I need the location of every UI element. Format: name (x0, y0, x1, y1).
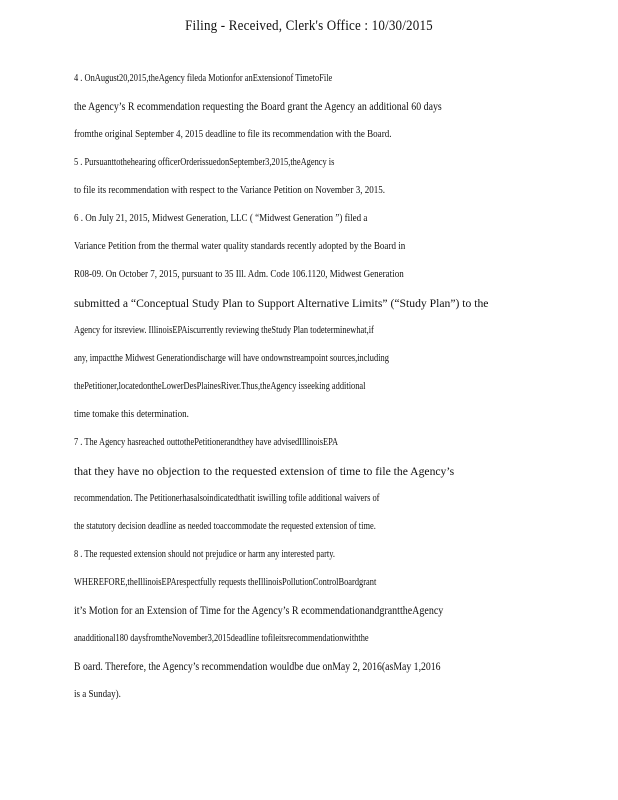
filing-header: Filing - Received, Clerk's Office : 10/30/2015 (185, 18, 433, 34)
para-7-line-3: recommendation. The Petitionerhasalsoindicatedthatit iswilling tofile additional waivers of (74, 493, 380, 504)
para-6-line-3: R08-09. On October 7, 2015, pursuant to 35 Ill. Adm. Code 106.1120, Midwest Generation (74, 269, 404, 280)
para-6-line-5: Agency for itsreview. IllinoisEPAiscurrently reviewing theStudy Plan todeterminewhat,if (74, 325, 374, 336)
para-4-line-2: the Agency’s R ecommendation requesting the Board grant the Agency an additional 60 days (74, 101, 442, 113)
para-7-line-2: that they have no objection to the requested extension of time to file the Agency’s (74, 464, 455, 478)
wherefore-line-3: anadditional180 daysfromtheNovember3,2015deadline tofileitsrecommendationwiththe (74, 633, 369, 644)
wherefore-line-2: it’s Motion for an Extension of Time for the Agency’s R ecommendationandgranttheAgency (74, 605, 444, 617)
para-7-line-1: 7 . The Agency hasreached outtothePetitionerandthey have advisedIllinoisEPA (74, 437, 339, 448)
para-6-line-2: Variance Petition from the thermal water quality standards recently adopted by the Board in (74, 241, 406, 252)
para-4-line-1: 4 . OnAugust20,2015,theAgency fileda Motionfor anExtensionof TimetoFile (74, 73, 333, 84)
para-5-line-1: 5 . Pursuanttothehearing officerOrderissuedonSeptember3,2015,theAgency is (74, 157, 335, 168)
para-6-line-1: 6 . On July 21, 2015, Midwest Generation, LLC ( “Midwest Generation ”) filed a (74, 213, 368, 224)
wherefore-line-4: B oard. Therefore, the Agency’s recommendation wouldbe due onMay 2, 2016(asMay 1,2016 (74, 661, 441, 673)
wherefore-line-1: WHEREFORE,theIllinoisEPArespectfully requests theIllinoisPollutionControlBoardgrant (74, 577, 377, 588)
para-6-line-6: any, impactthe Midwest Generationdischarge will have ondownstreampoint sources,including (74, 353, 389, 364)
para-8-line-1: 8 . The requested extension should not prejudice or harm any interested party. (74, 549, 336, 560)
para-4-line-3: fromthe original September 4, 2015 deadline to file its recommendation with the Board. (74, 129, 392, 140)
para-5-line-2: to file its recommendation with respect to the Variance Petition on November 3, 2015. (74, 185, 386, 196)
para-7-line-4: the statutory decision deadline as needed toaccommodate the requested extension of time. (74, 521, 376, 532)
para-6-line-8: time tomake this determination. (74, 409, 189, 420)
para-6-line-7: thePetitioner,locatedontheLowerDesPlainesRiver.Thus,theAgency isseeking additional (74, 381, 366, 392)
para-6-line-4: submitted a “Conceptual Study Plan to Support Alternative Limits” (“Study Plan”) to the (74, 296, 489, 310)
wherefore-line-5: is a Sunday). (74, 689, 121, 700)
